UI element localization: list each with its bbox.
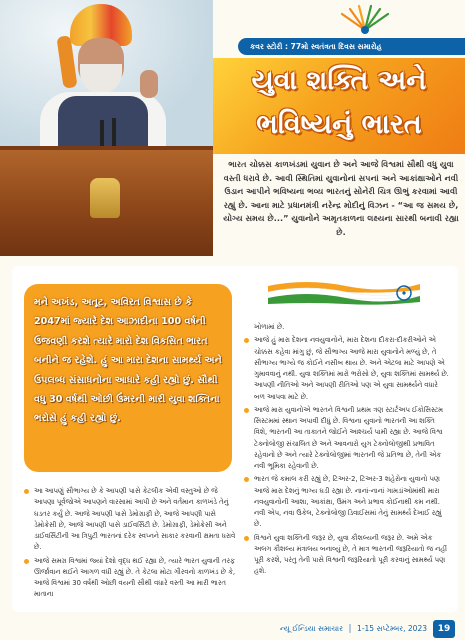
list-item: વિશ્વને યુવા શક્તિની જરૂર છે, યુવા કૌશલ્યની જરૂર છે. અમે એક અલગ કૌશલ્ય મંત્રાલય બનાવ્યું છે, તે માત્ર ભારતની જરૂરિયાતો જ નહીં પૂરી કરશે, પરંતુ તેની પાસે વિશ્વની જરૂરિયાતો પૂરી કરવાનું સામર્થ્ય પણ હશે. (244, 533, 450, 578)
page-number: 19 (433, 620, 455, 638)
list-item: આજે હું મારા દેશના નવયુવાનોને, મારા દેશના દીકરા-દીકરીઓને એ ચોક્કસ કહેવા માંગુ છું, જે સૌભાગ્ય આજે મારા યુવાનોને મળ્યું છે, તે સૌભાગ્ય ભાગ્યે જ કોઈને નસીબ થાય છે. અને એટલા માટે આપણે એ ગુમાવવાનું નથી. યુવા શક્તિમાં મારો ભરોસો છે, યુવા શક્તિમાં સામર્થ્ય છે. આપણી નીતિઓ અને આપણી રીતિઓ પણ એ યુવા સામર્થ્યને વધારે બળ આપવા માટે છે. (244, 335, 450, 403)
tricolour-flag-icon (266, 276, 422, 308)
left-column (24, 486, 236, 603)
headline-block (213, 58, 465, 154)
intro-paragraph: ભારત ચોક્કસ કાળખંડમાં યુવાન છે અને આજે વિશ્વમાં સૌથી વધુ યુવા વસ્તી ધરાવે છે. આવી સ્થિતિમાં યુવાનોનાં સપનાં અને આકાંક્ષાઓને નવી ઉડાન આપીને ભવિષ્યના ભવ્ય ભારતનું સોનેરી ચિત્ર ઊભું કરવામાં આવી રહ્યું છે. આના માટે પ્રધાનમંત્રી નરેન્દ્ર મોદીનું વિઝન - “આ જ સમય છે, યોગ્ય સમય છે...” યુવાનોને અમૃતકાળના લક્ષ્યના સારથી બનાવી રહ્યા છે. (223, 159, 459, 237)
footer-publication: ન્યૂ ઈન્ડિયા સમાચાર │ 1-15 સપ્ટેમ્બર, 2023 (280, 624, 427, 633)
right-column (244, 322, 450, 580)
continuation-text: ખોળામાં છે. (254, 323, 285, 331)
headline-line-2: ભવિષ્યનું ભારત (256, 109, 422, 140)
national-emblem-icon (90, 178, 120, 218)
quote-box (24, 284, 232, 472)
list-item: ભારત જે કમાલ કરી રહ્યું છે, ટિઅર-2, ટિઅર-3 શહેરોના યુવાનો પણ આજે મારા દેશનું ભાગ્ય ઘડી રહ્યા છે. નાનાં-નાનાં ગામડાંઓમાંથી મારા નવયુવાનોની આશા, આકાંક્ષા, ઉમંગ અને પ્રભાવ કોઈનાથી કમ નથી. નવી એપ, નવા ઉકેલ, ટેક્નોલોજી ડિવાઈસમાં તેનું સામર્થ્ય દેખાઈ રહ્યું છે. (244, 474, 450, 530)
list-item: આજે સમગ્ર વિશ્વમાં જ્યાં દેશો વૃદ્ધ થઈ રહ્યા છે, ત્યારે ભારત યુવાની તરફ ઊર્જાવાન થઈને આગળ વધી રહ્યું છે. તે કેટલા મોટા ગૌરવનો કાળખંડ છે કે, આજે વિશ્વમાં 30 વર્ષથી ઓછી વયની સૌથી વધારે વસ્તી આ મારી ભારત માતાના (24, 556, 236, 601)
page-footer (0, 618, 465, 640)
quote-text: મને અખંડ, અતૂટ, અવિરત વિશ્વાસ છે કે 2047માં જ્યારે દેશ આઝાદીના 100 વર્ષની ઉજવણી કરશે ત્યારે મારો દેશ વિકસિત ભારત બનીને જ રહેશે. હું આ મારા દેશના સામર્થ્ય અને ઉપલબ્ધ સંસાધનોના આધારે કહી રહ્યો છું. સૌથી વધુ 30 વર્ષથી ઓછી ઉંમરની મારી યુવા શક્તિના ભરોસે હું કહી રહ્યો છું. (34, 297, 222, 425)
headline-line-1: યુવા શક્તિ અને (251, 65, 427, 96)
hero-photo (0, 0, 213, 256)
independence-77-logo (330, 4, 400, 36)
cover-story-label: કવર સ્ટોરી : 77મો સ્વતંત્રતા દિવસ સમારોહ (250, 42, 382, 51)
list-item: આજે મારા યુવાનોએ ભારતને વિશ્વની પ્રથમ ત્રણ સ્ટાર્ટઅપ ઈકોસિસ્ટમ સિસ્ટમમાં સ્થાન અપાવી દીધું છે. વિશ્વના યુવાનો ભારતની આ શક્તિ વિશે, ભારતની આ તાકાતને જોઈને આશ્ચર્ય પામી રહ્યા છે. આજે વિશ્વ ટેક્નોલોજી સંચાલિત છે અને આવનારો યુગ ટેક્નોલોજીથી પ્રભાવિત રહેવાનો છે અને ત્યારે ટેક્નોલોજીમાં ભારતની જે પ્રતિભા છે, તેની એક નવી ભૂમિકા રહેવાની છે. (244, 405, 450, 473)
list-item: આ આપણું સૌભાગ્ય છે કે આપણી પાસે કેટલીક એવી વસ્તુઓ છે જે આપણા પૂર્વજોએ આપણને વારસામાં આપી છે અને વર્તમાન કાળખંડે તેનું ઘડતર કર્યું છે. આજે આપણી પાસે ડેમોગ્રાફી છે, આજે આપણી પાસે ડેમોક્રેસી છે, આજે આપણી પાસે ડાઈવર્સિટી છે. ડેમોગ્રાફી, ડેમોક્રેસી અને ડાઈવર્સિટીની આ ત્રિપુટી ભારતનાં દરેક સ્વપ્નને સાકાર કરવાની ક્ષમતા ધરાવે છે. (24, 486, 236, 554)
